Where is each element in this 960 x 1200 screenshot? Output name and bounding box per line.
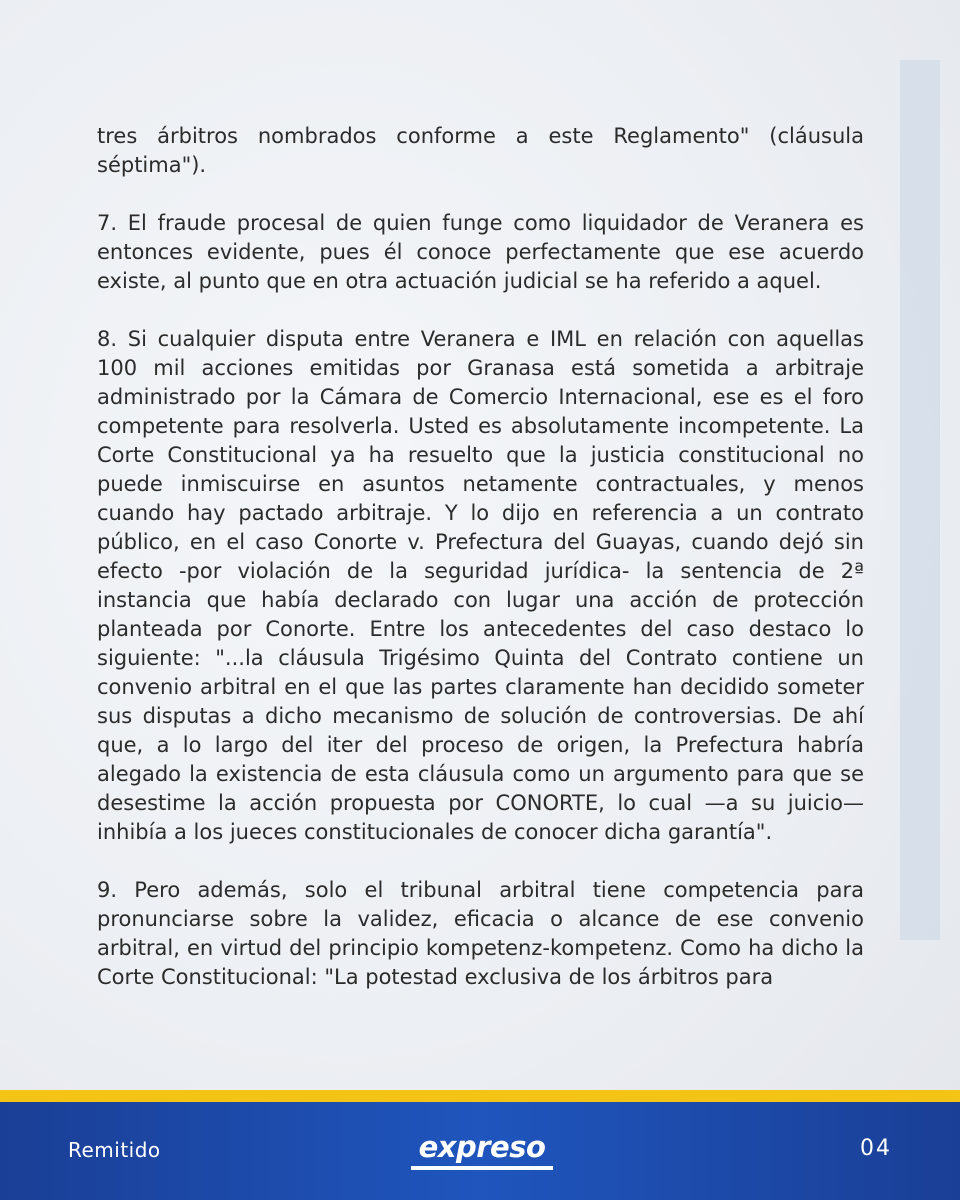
expreso-logo [409,1130,555,1176]
paragraph-9: 9. Pero además, solo el tribunal arbitral tiene competencia para pronunciarse sobre la validez, eficacia o alcance de ese convenio arbitral, en virtud del principio kompetenz-kompetenz. Como ha dicho la Corte Constitucional: "La potestad exclusiva de los árbitros para [97,878,864,989]
paragraph-8: 8. Si cualquier disputa entre Veranera e IML en relación con aquellas 100 mil acciones emitidas por Granasa está sometida a arbitraje administrado por la Cámara de Comercio Internacional, ese es el foro competente para resolverla. Usted es absolutamente incompetente. La Corte Constitucional ya ha resuelto que la justicia constitucional no puede inmiscuirse en asuntos netamente contractuales, y menos cuando hay pactado arbitraje. Y lo dijo en referencia a un contrato público, en el caso Conorte v. Prefectura del Guayas, cuando dejó sin efecto -por violación de la seguridad jurídica- la sentencia de 2ª instancia que había declarado con lugar una acción de protección planteada por Conorte. Entre los antecedentes del caso destaco lo siguiente: "...la cláusula Trigésimo Quinta del Contrato contiene un convenio arbitral en el que las partes claramente han decidido someter sus disputas a dicho mecanismo de solución de controversias. De ahí que, a lo largo del iter del proceso de origen, la Prefectura habría alegado la existencia de esta cláusula como un argumento para que se desestime la acción propuesta por CONORTE, lo cual —a su juicio— inhibía a los jueces constitucionales de conocer dicha garantía". [97,327,864,844]
footer-yellow-stripe [0,1090,960,1102]
logo-wordmark: expreso [418,1130,546,1164]
page-number: 04 [860,1136,892,1161]
section-label: Remitido [68,1138,161,1162]
footer-bar [0,1102,960,1200]
watermark-shape [900,60,940,940]
logo-underline [411,1166,553,1170]
background-watermark [860,60,960,940]
paragraph-7: 7. El fraude procesal de quien funge como liquidador de Veranera es entonces evidente, pues él conoce perfectamente que ese acuerdo existe, al punto que en otra actuación judicial se ha referido a aquel. [97,211,864,293]
paragraph-continuation: tres árbitros nombrados conforme a este Reglamento" (cláusula séptima"). [97,124,864,177]
document-body [97,122,864,1021]
